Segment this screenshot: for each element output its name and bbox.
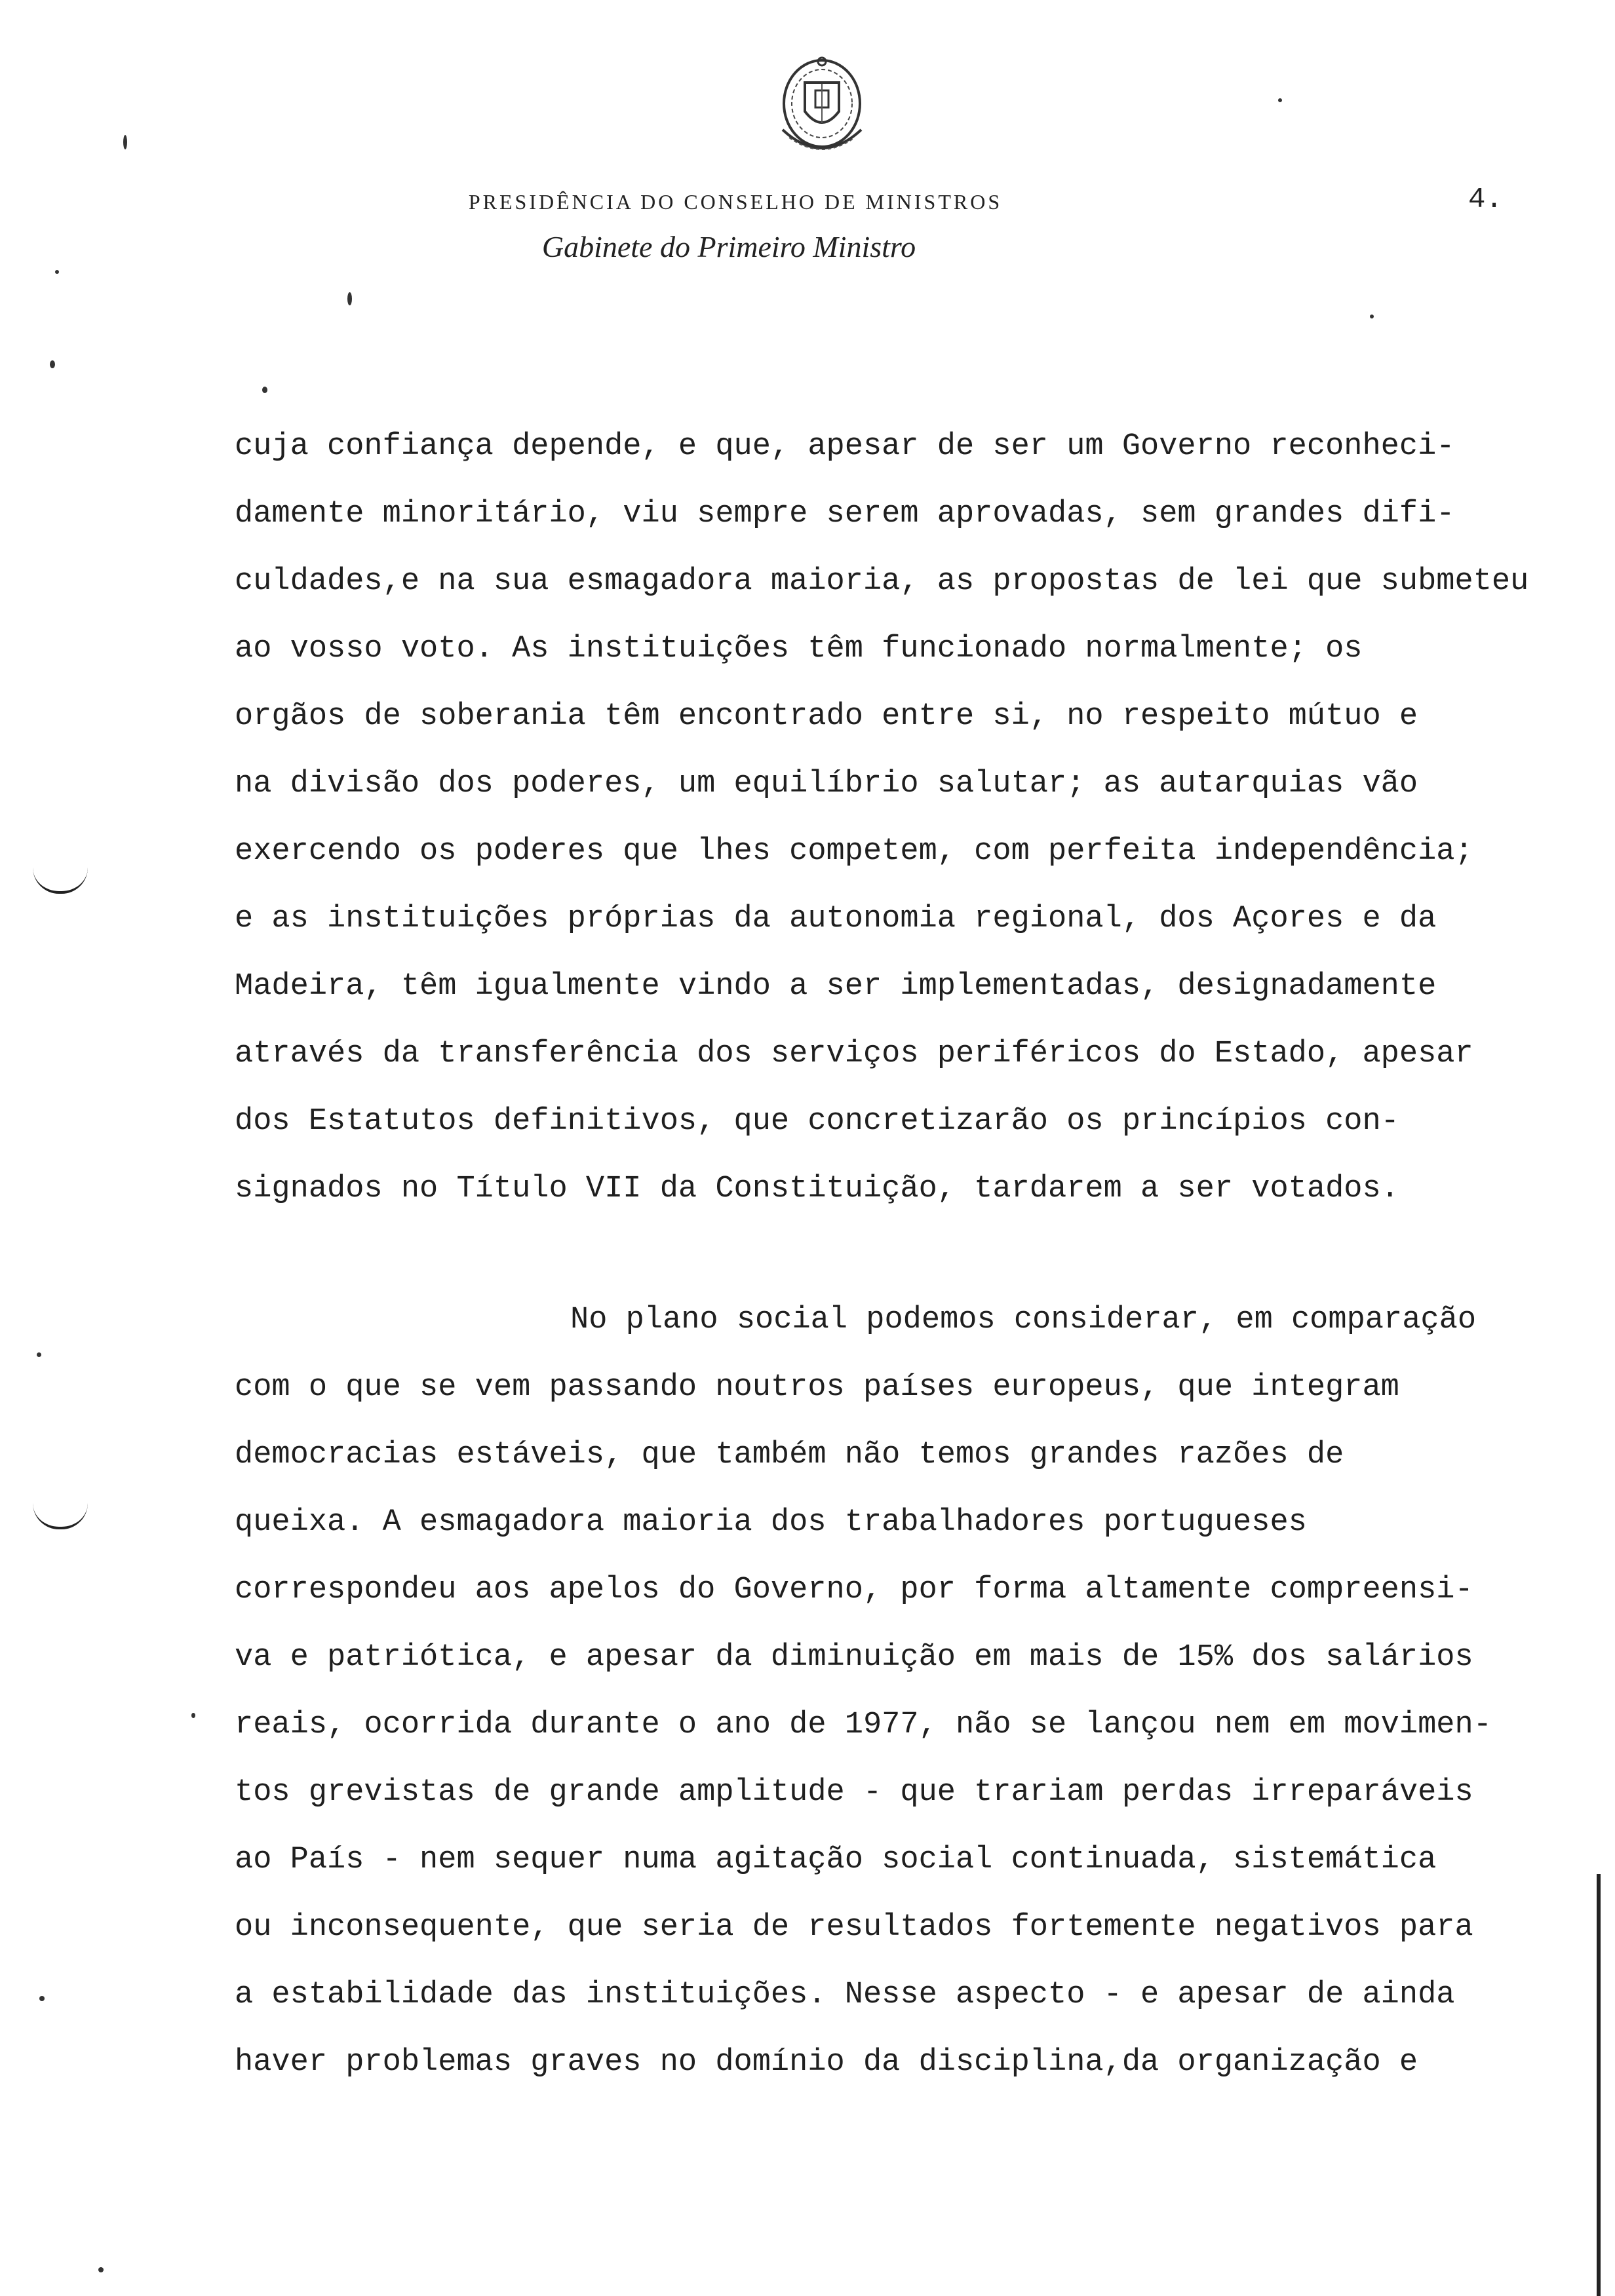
paragraph-line: na divisão dos poderes, um equilíbrio salutar; as autarquias vão: [235, 767, 1418, 801]
coat-of-arms-seal-icon: [768, 51, 876, 169]
scan-speck: [50, 360, 55, 368]
paragraph-line: dos Estatutos definitivos, que concretizarão os princípios con-: [235, 1104, 1399, 1139]
paragraph-line: queixa. A esmagadora maioria dos trabalhadores portugueses: [235, 1505, 1307, 1540]
paragraph-line: ao vosso voto. As instituições têm funcionado normalmente; os: [235, 632, 1363, 666]
margin-mark: [33, 1474, 88, 1529]
paragraph-line: orgãos de soberania têm encontrado entre si, no respeito mútuo e: [235, 699, 1418, 734]
scan-speck: [1278, 98, 1282, 102]
cabinet-name: Gabinete do Primeiro Ministro: [541, 230, 916, 263]
scan-speck: [347, 292, 352, 305]
institution-header: [0, 190, 1615, 214]
paragraph-line: signados no Título VII da Constituição, tardarem a ser votados.: [235, 1172, 1399, 1206]
margin-mark: [33, 845, 88, 894]
scan-speck: [55, 270, 59, 274]
paragraph-line: No plano social podemos considerar, em comparação: [570, 1303, 1477, 1337]
paragraph-line: exercendo os poderes que lhes competem, com perfeita independência;: [235, 834, 1473, 869]
scan-speck: [123, 135, 127, 149]
paragraph-line: haver problemas graves no domínio da disciplina,da organização e: [235, 2045, 1418, 2080]
paragraph-line: tos grevistas de grande amplitude - que trariam perdas irreparáveis: [235, 1775, 1473, 1810]
paragraph-line: Madeira, têm igualmente vindo a ser implementadas, designadamente: [235, 969, 1437, 1004]
paragraph-line: com o que se vem passando noutros países europeus, que integram: [235, 1370, 1399, 1405]
scan-speck: [1370, 315, 1374, 318]
scan-speck: [262, 387, 267, 393]
paragraph-line: ao País - nem sequer numa agitação social continuada, sistemática: [235, 1843, 1437, 1877]
scan-edge-line: [1597, 1874, 1601, 2296]
paragraph-line: correspondeu aos apelos do Governo, por forma altamente compreensi-: [235, 1573, 1473, 1607]
scan-speck: [98, 2267, 104, 2272]
cabinet-subheader: [0, 229, 1615, 264]
paragraph-line: reais, ocorrida durante o ano de 1977, não se lançou nem em movimen-: [235, 1708, 1492, 1742]
paragraph-line: a estabilidade das instituições. Nesse aspecto - e apesar de ainda: [235, 1978, 1455, 2012]
paragraph-line: culdades,e na sua esmagadora maioria, as propostas de lei que submeteu: [235, 564, 1529, 599]
scan-speck: [191, 1713, 195, 1718]
paragraph-line: cuja confiança depende, e que, apesar de ser um Governo reconheci-: [235, 429, 1455, 464]
paragraph-line: através da transferência dos serviços periféricos do Estado, apesar: [235, 1037, 1473, 1071]
paragraph-line: democracias estáveis, que também não temos grandes razões de: [235, 1438, 1344, 1472]
page-number: 4.: [1468, 183, 1503, 216]
institution-name: PRESIDÊNCIA DO CONSELHO DE MINISTROS: [468, 190, 1003, 214]
paragraph-2: [235, 1286, 1492, 2096]
paragraph-1: [235, 413, 1528, 1223]
paragraph-line: ou inconsequente, que seria de resultados fortemente negativos para: [235, 1910, 1473, 1945]
paragraph-line: damente minoritário, viu sempre serem aprovadas, sem grandes difi-: [235, 497, 1455, 531]
paragraph-line: va e patriótica, e apesar da diminuição em mais de 15% dos salários: [235, 1640, 1473, 1675]
paragraph-line: e as instituições próprias da autonomia regional, dos Açores e da: [235, 902, 1437, 936]
scan-speck: [37, 1352, 41, 1357]
scan-speck: [39, 1996, 45, 2001]
